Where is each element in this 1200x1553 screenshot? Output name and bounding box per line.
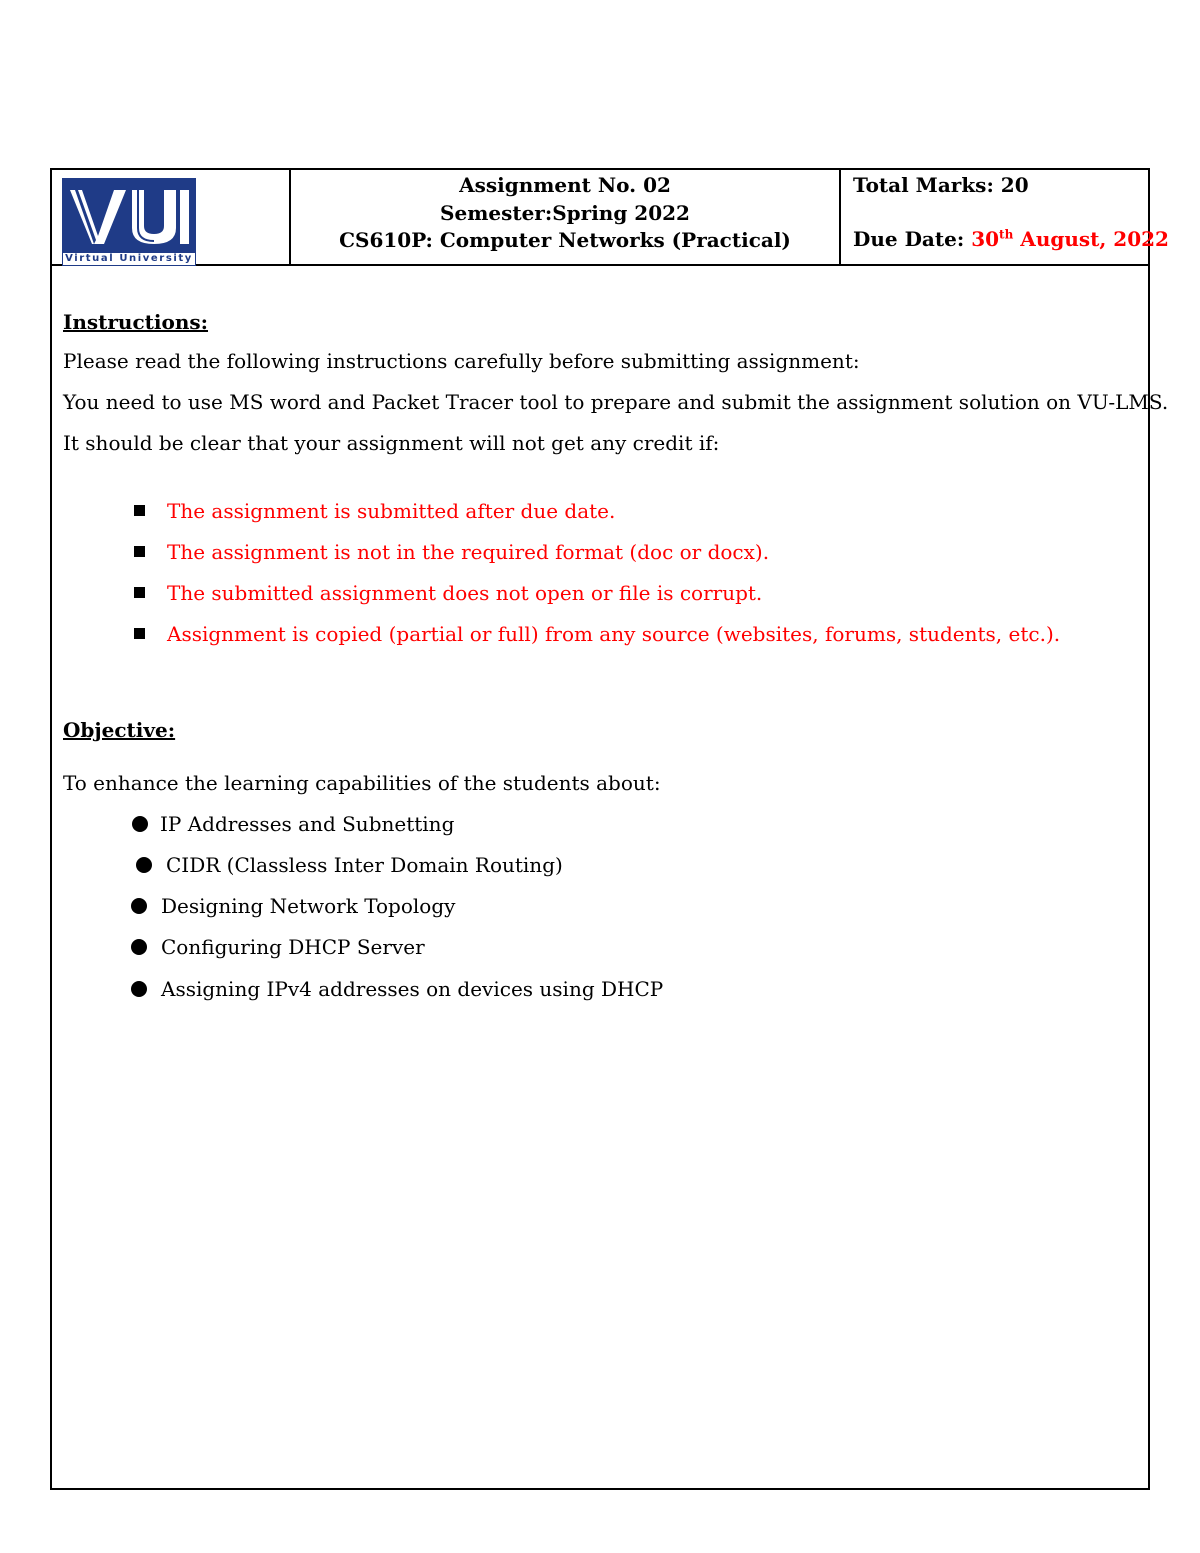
round-bullet-icon [136,857,152,873]
due-date [853,226,1169,253]
assignment-frame [50,168,1169,1490]
vu-logo-mark [62,178,196,252]
objective-heading: Objective: [63,718,176,742]
condition-item [134,581,762,605]
objective-item [131,894,455,918]
condition-item [134,540,769,564]
objective-intro: To enhance the learning capabilities of the students about: [63,771,661,795]
vu-logo [62,178,196,266]
objective-text: Assigning IPv4 addresses on devices using DHCP [161,977,664,1001]
objective-text: IP Addresses and Subnetting [160,812,455,836]
objective-item [136,853,563,877]
round-bullet-icon [131,981,147,997]
due-date-day: 30 [971,227,1000,251]
condition-text: Assignment is copied (partial or full) from any source (websites, forums, students, etc.). [167,622,1061,646]
condition-item [134,622,1060,646]
due-date-label: Due Date: [853,227,965,251]
square-bullet-icon [134,587,145,598]
objective-text: CIDR (Classless Inter Domain Routing) [166,853,563,877]
instruction-line: You need to use MS word and Packet Tracer tool to prepare and submit the assignment solution on VU-LMS. [63,390,1169,414]
objective-item [131,977,663,1001]
condition-text: The assignment is submitted after due date. [167,499,616,523]
vu-logo-subtitle: Virtual University [62,252,196,266]
square-bullet-icon [134,505,145,516]
total-marks: Total Marks: 20 [853,173,1029,197]
semester: Semester:Spring 2022 [440,200,690,225]
instruction-line: Please read the following instructions carefully before submitting assignment: [63,349,860,373]
round-bullet-icon [131,898,147,914]
assignment-number: Assignment No. 02 [459,173,671,197]
square-bullet-icon [134,628,145,639]
due-date-suffix: th [999,227,1014,242]
due-date-value [971,227,1169,251]
round-bullet-icon [132,816,148,832]
instruction-line: It should be clear that your assignment will not get any credit if: [63,431,720,455]
marks-cell [841,170,1169,264]
instructions-heading: Instructions: [63,310,209,334]
due-date-month-year: August, 2022 [1020,227,1169,251]
condition-item [134,499,615,523]
objective-text: Designing Network Topology [161,894,456,918]
condition-text: The submitted assignment does not open or file is corrupt. [167,581,763,605]
objective-text: Configuring DHCP Server [161,935,425,959]
round-bullet-icon [131,939,147,955]
condition-text: The assignment is not in the required format (doc or docx). [167,540,770,564]
logo-cell [52,170,291,264]
square-bullet-icon [134,546,145,557]
title-cell [291,170,841,264]
objective-item [132,812,454,836]
header-table [52,170,1169,266]
objective-item [131,935,425,959]
course-title: CS610P: Computer Networks (Practical) [339,228,791,252]
